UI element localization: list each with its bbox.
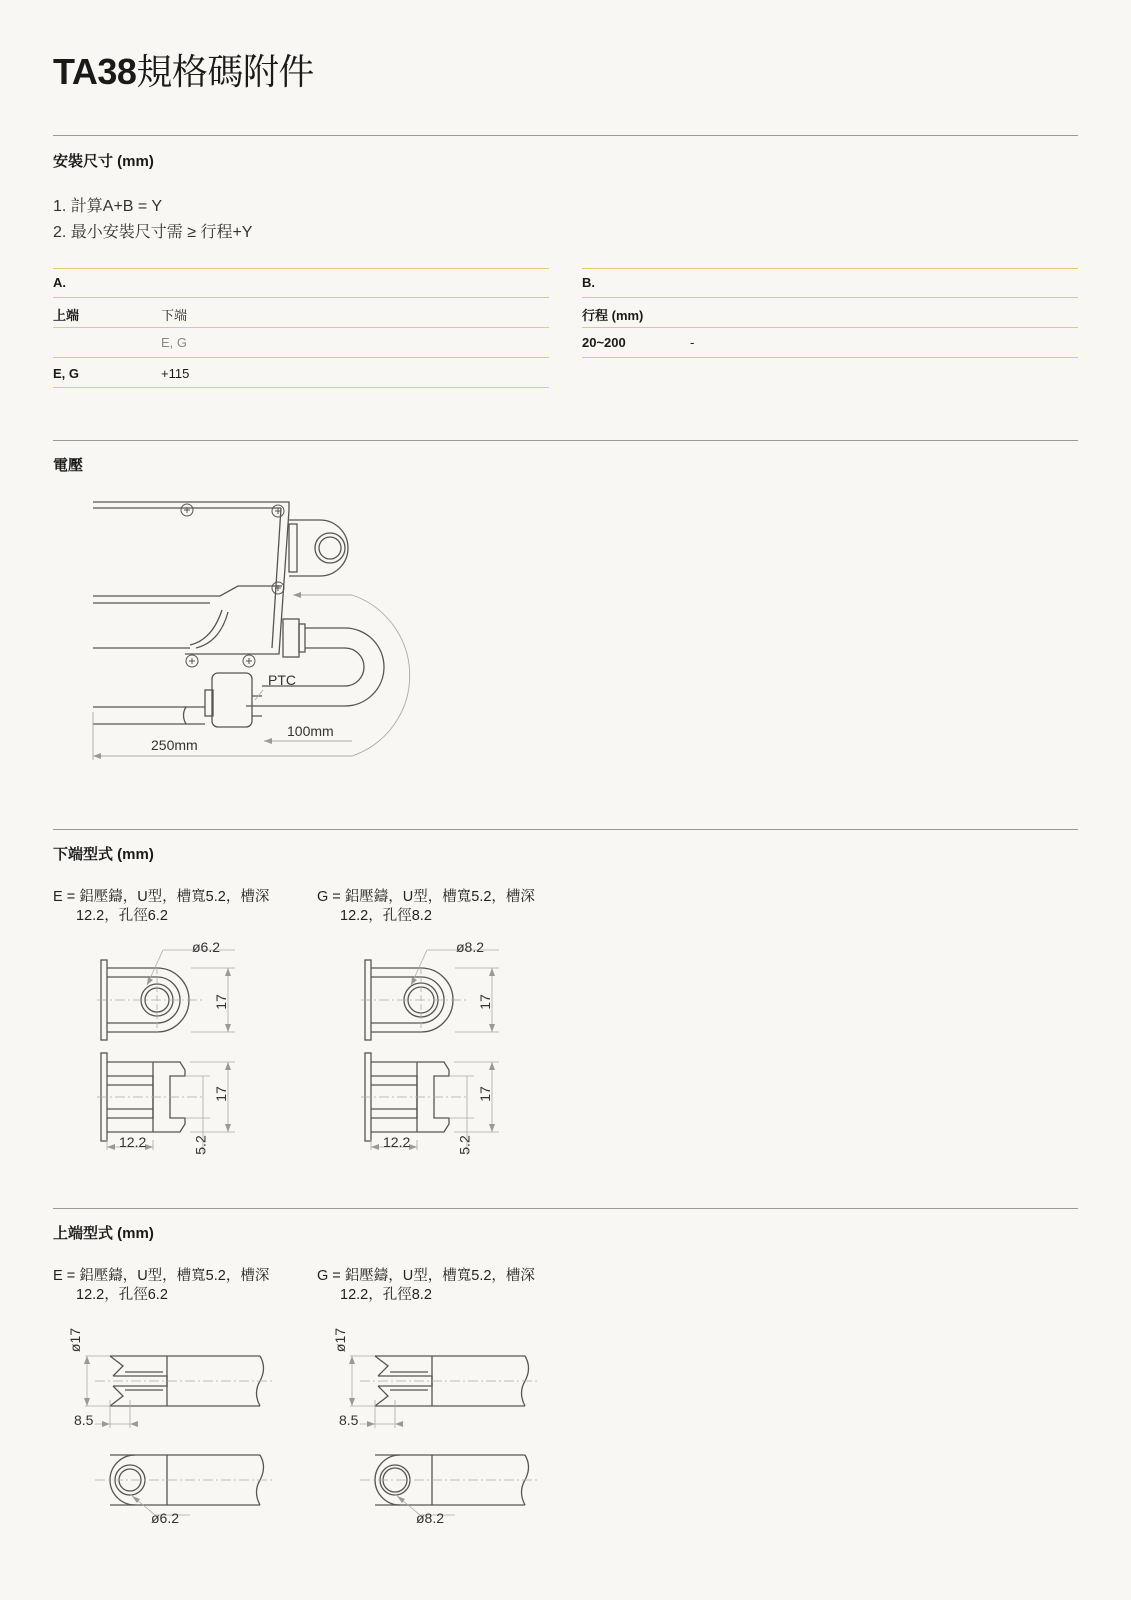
lower-g-dim-12-2: 12.2: [383, 1134, 411, 1150]
ptc-label: PTC: [268, 672, 296, 688]
lower-e-dim-5-2: 5.2: [192, 1135, 209, 1155]
table-b-col-stroke: 行程 (mm): [582, 308, 644, 323]
upper-e-dim-8-5: 8.5: [74, 1412, 94, 1428]
upper-g-dim-o17: ø17: [332, 1327, 349, 1353]
lower-e-dia: ø6.2: [192, 939, 221, 955]
option-desc-line2: 12.2，孔徑8.2: [340, 908, 432, 924]
upper-e-dim-o17: ø17: [67, 1327, 84, 1353]
table-b-result: -: [690, 335, 695, 350]
table-b-stroke-value: 20~200: [582, 335, 626, 350]
section-divider: [53, 1208, 1078, 1209]
title-code: TA38: [53, 51, 137, 92]
voltage-heading: 電壓: [53, 457, 84, 474]
table-a-row-label: E, G: [53, 366, 80, 381]
lower-e-dim-17b: 17: [212, 1086, 229, 1102]
upper-end-option-g: [317, 1267, 535, 1305]
title-text: 規格碼附件: [136, 51, 314, 92]
option-desc-line2: 12.2，孔徑6.2: [76, 1287, 168, 1303]
lower-end-e-drawing: [95, 935, 255, 1160]
upper-g-dia: ø8.2: [416, 1510, 445, 1526]
lower-g-dim-17b: 17: [476, 1086, 493, 1102]
upper-end-heading: 上端型式 (mm): [53, 1225, 154, 1242]
lower-g-dim-5-2: 5.2: [456, 1135, 473, 1155]
upper-e-dia: ø6.2: [151, 1510, 180, 1526]
lower-e-dim-17a: 17: [212, 994, 229, 1010]
upper-end-option-e: [53, 1267, 269, 1305]
table-a-label: A.: [53, 275, 66, 290]
table-a-row-value: +115: [161, 366, 190, 381]
lower-end-g-drawing: [359, 935, 519, 1160]
lower-end-heading: 下端型式 (mm): [53, 846, 154, 863]
section-divider: [53, 829, 1078, 830]
lower-end-option-g: [317, 888, 535, 926]
install-step-1: 1. 計算A+B = Y: [53, 198, 163, 215]
lower-end-option-e: [53, 888, 269, 926]
table-a-col-upper: 上端: [53, 308, 80, 323]
option-desc-line1: E = 鋁壓鑄，U型，槽寬5.2，槽深: [53, 889, 270, 905]
table-a-col-lower: 下端: [161, 308, 188, 323]
table-a-lower-value: E, G: [161, 335, 188, 350]
table-b-label: B.: [582, 275, 595, 290]
upper-end-g-drawing: [330, 1320, 545, 1535]
lower-g-dia: ø8.2: [456, 939, 485, 955]
install-heading: 安裝尺寸 (mm): [53, 153, 154, 170]
len-250-label: 250mm: [151, 737, 198, 753]
option-desc-line1: G = 鋁壓鑄，U型，槽寬5.2，槽深: [317, 889, 535, 905]
install-step-2: 2. 最小安裝尺寸需 ≥ 行程+Y: [53, 224, 253, 241]
len-100-label: 100mm: [287, 723, 334, 739]
option-desc-line1: G = 鋁壓鑄，U型，槽寬5.2，槽深: [317, 1268, 535, 1284]
option-desc-line2: 12.2，孔徑8.2: [340, 1287, 432, 1303]
upper-g-dim-8-5: 8.5: [339, 1412, 359, 1428]
option-desc-line2: 12.2，孔徑6.2: [76, 908, 168, 924]
lower-g-dim-17a: 17: [476, 994, 493, 1010]
upper-end-e-drawing: [65, 1320, 280, 1535]
option-desc-line1: E = 鋁壓鑄，U型，槽寬5.2，槽深: [53, 1268, 270, 1284]
lower-e-dim-12-2: 12.2: [119, 1134, 147, 1150]
